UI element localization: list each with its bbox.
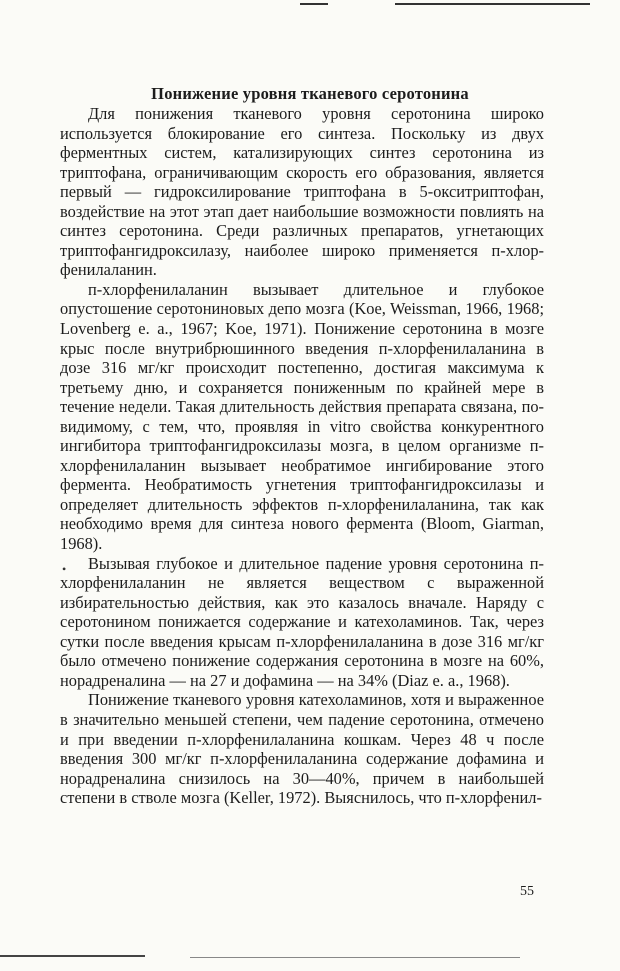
- margin-mark: •: [62, 562, 67, 576]
- paragraph-1: Для понижения тканевого уровня серотонина широко используется блокирование его синтеза. Поскольку из двух ферментных систем, катализирующих синтез серотонина из триптофана, ограничивающим скорость его образования, является первый — гидроксилирование триптофана в 5-окситриптофан, воздействие на этот этап дает наибольшие возможности повлиять на синтез серотонина. Среди различных препаратов, угнетающих триптофангидроксилазу, наиболее широко применяется п-хлорфенилаланин.: [60, 104, 544, 280]
- page-number: 55: [520, 884, 534, 899]
- paragraph-2: п-хлорфенилаланин вызывает длительное и глубокое опустошение серотониновых депо мозга (Koe, Weissman, 1966, 1968; Lovenberg е. а., 1967; Koe, 1971). Понижение серотонина в мозге крыс после внутрибрюшинного введения п-хлорфенилаланина в дозе 316 мг/кг происходит постепенно, достигая максимума к третьему дню, и сохраняется пониженным по крайней мере в течение недели. Такая длительность действия препарата связана, по-видимому, с тем, что, проявляя in vitro свойства конкурентного ингибитора триптофангидроксилазы мозга, в целом организме п-хлорфенилаланин вызывает необратимое ингибирование этого фермента. Необратимость угнетения триптофангидроксилазы и определяет длительность эффектов п-хлорфенилаланина, так как необходимо время для синтеза нового фермента (Bloom, Giarman, 1968).: [60, 279, 544, 554]
- section-title: Понижение уровня тканевого серотонина: [151, 83, 469, 103]
- paragraph-3: Вызывая глубокое и длительное падение уровня серотонина п-хлорфенилаланин не является веществом с выраженной избирательностью действия, как это казалось вначале. Наряду с серотонином понижается содержание и катехоламинов. Так, через сутки после введения крысам п-хлорфенилаланина в дозе 316 мг/кг было отмечено понижение содержания серотонина в мозге на 60%, норадреналина — на 27 и дофамина — на 34% (Diaz е. а., 1968).: [60, 553, 544, 690]
- paragraph-4: Понижение тканевого уровня катехоламинов, хотя и выраженное в значительно меньшей степени, чем падение серотонина, отмечено и при введении п-хлорфенилаланина кошкам. Через 48 ч после введения 300 мг/кг п-хлорфенилаланина содержание дофамина и норадреналина снизилось на 30—40%, причем в наибольшей степени в стволе мозга (Keller, 1972). Выяснилось, что п-хлорфенил-: [60, 690, 544, 808]
- scan-bottom-edge: [0, 951, 620, 961]
- body-text: [60, 104, 544, 808]
- scan-top-edge: [0, 0, 620, 10]
